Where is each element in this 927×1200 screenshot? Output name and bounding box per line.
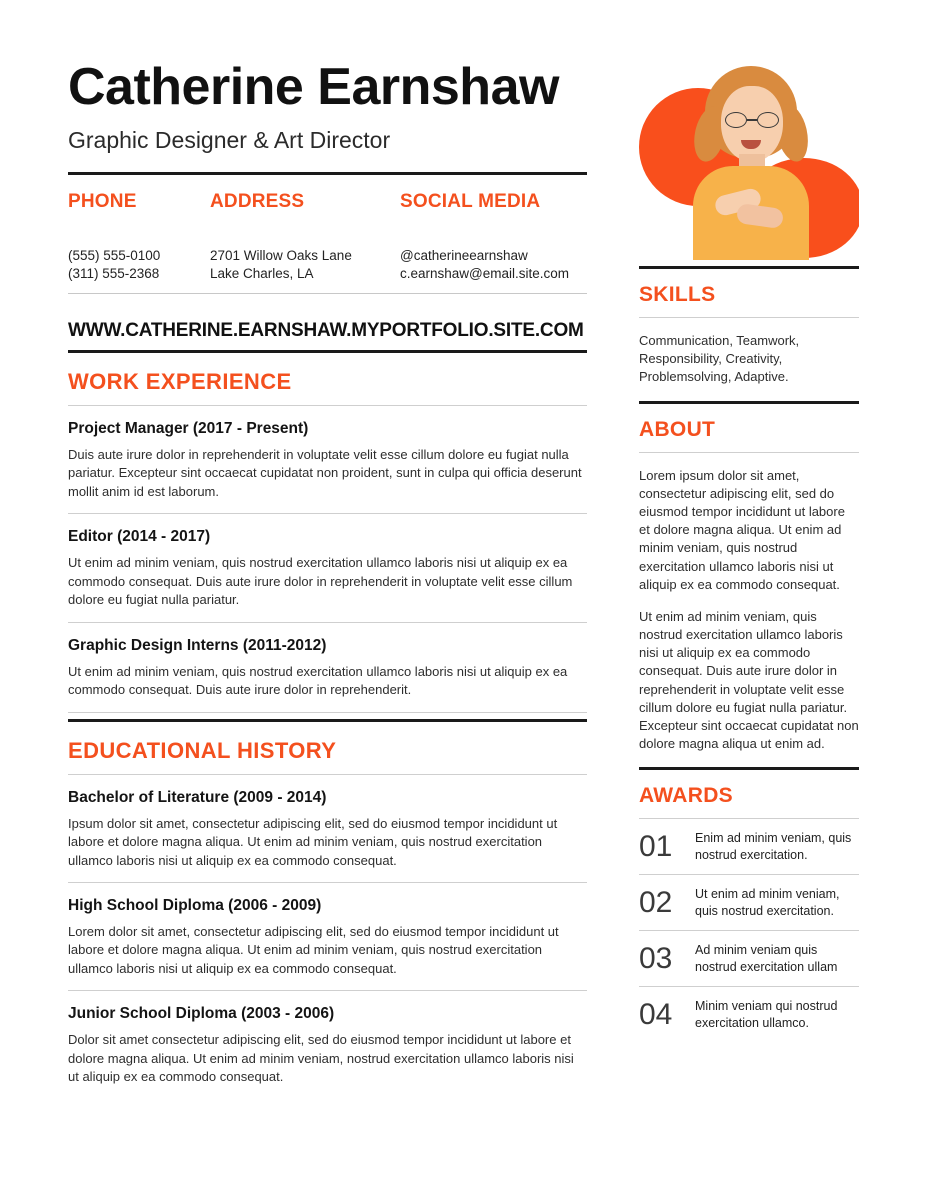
education-entry-title: Junior School Diploma (2003 - 2006) — [68, 1005, 335, 1023]
work-entry — [68, 406, 587, 514]
contact-address-value-2: Lake Charles, LA — [210, 265, 314, 281]
contact-address-value-1: 2701 Willow Oaks Lane — [210, 247, 352, 263]
divider-above-education — [68, 719, 587, 722]
work-entry-title: Graphic Design Interns (2011-2012) — [68, 636, 327, 654]
glasses-icon — [725, 112, 779, 128]
profile-photo — [639, 52, 859, 260]
divider-under-about-heading — [639, 452, 859, 453]
work-entry-body: Ut enim ad minim veniam, quis nostrud exercitation ullamco laboris nisi ut aliquip ex ea commodo consequat. Duis aute irure dolor in reprehenderit in voluptate velit esse cillum dolore eu fugiat nulla pariatur. — [68, 555, 573, 608]
award-item — [639, 819, 859, 875]
lens-left — [725, 112, 747, 128]
education-entry — [68, 775, 587, 883]
work-entry-body: Duis aute irure dolor in reprehenderit in voluptate velit esse cillum dolore eu fugiat nulla pariatur. Excepteur sint occaecat cupidatat non proident, sunt in culpa qui officia deserunt mollit anim id est laborum. — [68, 447, 582, 499]
education-heading: EDUCATIONAL HISTORY — [68, 737, 337, 763]
education-entry-body: Ipsum dolor sit amet, consectetur adipiscing elit, sed do eiusmod tempor incididunt ut labore et dolore magna aliqua. Ut enim ad minim veniam, quis nostrud exercitation ullamco laboris nisi ut aliquip ex ea commodo consequat. — [68, 815, 558, 868]
divider-above-awards — [639, 767, 859, 770]
award-number: 02 — [639, 886, 673, 919]
work-entry — [68, 623, 587, 713]
skills-heading: SKILLS — [639, 283, 716, 306]
skills-body: Communication, Teamwork, Responsibility, Creativity, Problemsolving, Adaptive. — [639, 333, 800, 385]
award-item — [639, 987, 859, 1042]
about-paragraph: Lorem ipsum dolor sit amet, consectetur adipiscing elit, sed do eiusmod tempor incididunt ut labore et dolore magna aliqua. Ut enim ad minim veniam, quis nostrud exercitation ullamco laboris nisi ut aliquip ex ea commodo consequat. — [639, 467, 845, 592]
work-entry-body: Ut enim ad minim veniam, quis nostrud exercitation ullamco laboris nisi ut aliquip ex ea commodo consequat. Duis aute irure dolor in reprehenderit. — [68, 663, 568, 698]
about-paragraph: Ut enim ad minim veniam, quis nostrud exercitation ullamco laboris nisi ut aliquip ex ea commodo consequat. Duis aute irure dolor in reprehenderit in voluptate velit esse cillum dolore eu fugiat nulla pariatur. Excepteur sint occaecat cupidatat non dolore magna aliqua ut enim ad. — [639, 608, 859, 752]
award-number: 03 — [639, 941, 673, 975]
sidebar-column — [639, 40, 859, 1200]
contact-social-handle[interactable]: @catherineearnshaw — [400, 247, 528, 263]
job-title-subtitle: Graphic Designer & Art Director — [68, 126, 391, 153]
lens-right — [757, 112, 779, 128]
divider-under-photo — [639, 266, 859, 269]
contact-phone-column — [68, 191, 210, 283]
award-text: Ut enim ad minim veniam, quis nostrud exercitation. — [695, 887, 840, 918]
divider-under-website — [68, 350, 587, 353]
education-entry-title: High School Diploma (2006 - 2009) — [68, 897, 322, 915]
divider-above-website — [68, 293, 587, 294]
contact-email[interactable]: c.earnshaw@email.site.com — [400, 265, 570, 281]
work-entry — [68, 514, 587, 622]
contact-phone-heading: PHONE — [68, 190, 137, 212]
award-item — [639, 931, 859, 987]
page-title: Catherine Earnshaw — [68, 58, 559, 116]
award-number: 01 — [639, 830, 673, 864]
contact-address-column — [210, 191, 400, 283]
portrait-illustration — [685, 60, 817, 260]
work-experience-heading: WORK EXPERIENCE — [68, 369, 292, 395]
awards-heading: AWARDS — [639, 784, 733, 808]
education-entry — [68, 991, 587, 1098]
contact-address-heading: ADDRESS — [210, 190, 305, 212]
work-entry-title: Project Manager (2017 - Present) — [68, 420, 309, 438]
divider-under-header — [68, 172, 587, 175]
education-entry-body: Lorem dolor sit amet, consectetur adipiscing elit, sed do eiusmod tempor incididunt ut labore et dolore magna aliqua. Ut enim ad minim veniam, quis nostrud exercitation ullamco laboris nisi ut aliquip ex ea commodo consequat. — [68, 924, 559, 976]
portfolio-website-link[interactable]: WWW.CATHERINE.EARNSHAW.MYPORTFOLIO.SITE.COM — [68, 320, 584, 342]
education-entry — [68, 883, 587, 991]
contact-phone-value-2: (311) 555-2368 — [68, 265, 160, 281]
main-column — [68, 40, 587, 1200]
education-entry-body: Dolor sit amet consectetur adipiscing elit, sed do eiusmod tempor incididunt ut labore et dolore magna aliqua. Ut enim ad minim veniam, nostrud exercitation ullamco laboris nisi ut aliquip ex ea commodo consequat. — [68, 1032, 574, 1085]
award-text: Minim veniam qui nostrud exercitation ullamco. — [695, 998, 838, 1030]
award-text: Ad minim veniam quis nostrud exercitation ullam — [695, 942, 838, 974]
contact-section — [68, 191, 587, 283]
glasses-bridge — [747, 119, 757, 121]
education-entry-title: Bachelor of Literature (2009 - 2014) — [68, 788, 327, 806]
contact-social-column — [400, 191, 600, 283]
divider-above-about — [639, 401, 859, 404]
award-item — [639, 875, 859, 931]
about-heading: ABOUT — [639, 417, 716, 441]
award-text: Enim ad minim veniam, quis nostrud exercitation. — [695, 831, 852, 863]
work-entry-title: Editor (2014 - 2017) — [68, 528, 211, 546]
contact-social-heading: SOCIAL MEDIA — [400, 190, 541, 212]
contact-phone-value-1: (555) 555-0100 — [68, 247, 161, 263]
award-number: 04 — [639, 997, 673, 1031]
divider-under-skills-heading — [639, 317, 859, 318]
